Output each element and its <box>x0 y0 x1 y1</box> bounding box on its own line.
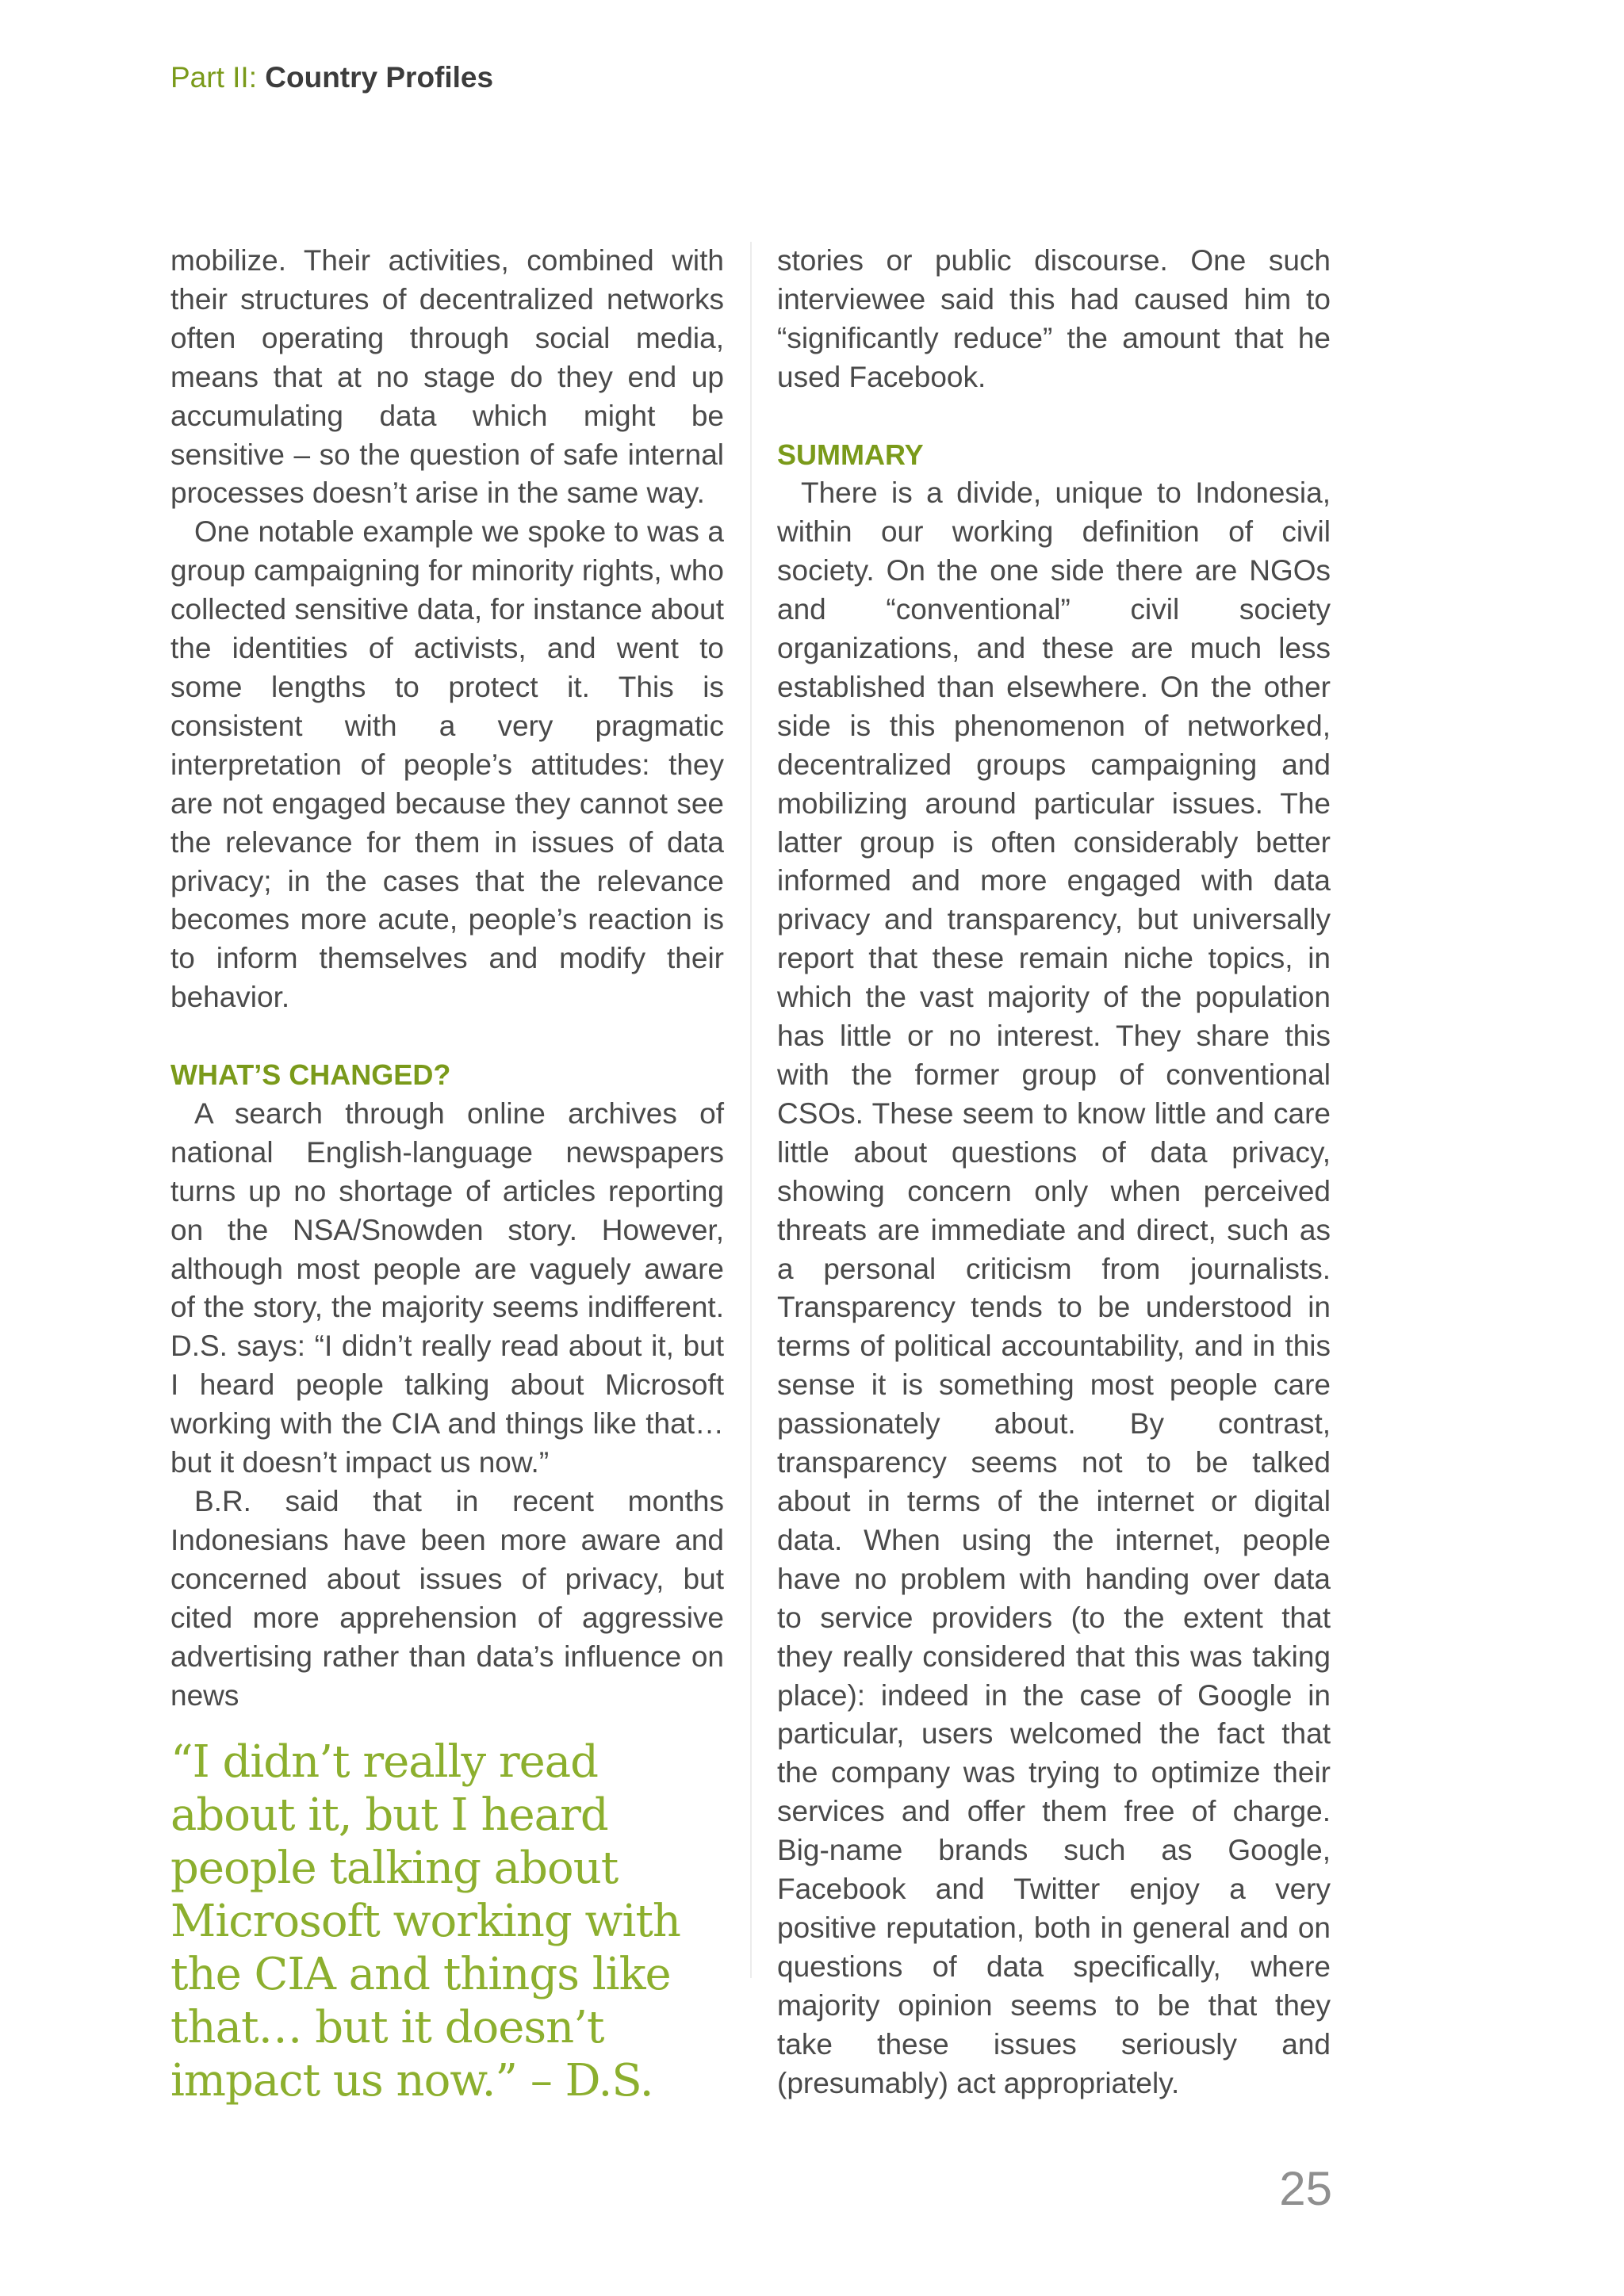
body-paragraph: stories or public discourse. One such interviewee said this had caused him to “significantly reduce” the amount that he used Facebook. <box>777 244 1331 393</box>
section-heading-whats-changed: WHAT’S CHANGED? <box>170 1058 451 1092</box>
body-paragraph: B.R. said that in recent months Indonesians have been more aware and concerned about issues of privacy, but cited more apprehension of aggressive advertising rather than data’s influence on news <box>170 1484 724 1712</box>
body-paragraph: A search through online archives of national English-language newspapers turns up no shortage of articles reporting on the NSA/Snowden story. However, although most people are vaguely aware of the story, the majority seems indifferent. D.S. says: “I didn’t really read about it, but I heard people talking about Microsoft working with the CIA and things like that…but it doesn’t impact us now.” <box>170 1096 724 1479</box>
body-paragraph: There is a divide, unique to Indonesia, within our working definition of civil society. On the one side there are NGOs and “conventional” civil society organizations, and these are much less established than elsewhere. On the other side is this phenomenon of networked, decentralized groups campaigning and mobilizing around particular issues. The latter group is often considerably better informed and more engaged with data privacy and transparency, but universally report that these remain niche topics, in which the vast majority of the population has little or no interest. They share this with the former group of conventional CSOs. These seem to know little and care little about questions of data privacy, showing concern only when perceived threats are immediate and direct, such as a personal criticism from journalists. Transparency tends to be understood in terms of political accountability, and in this sense it is something most people care passionately about. By contrast, transparency seems not to be talked about in terms of the internet or digital data. When using the internet, people have no problem with handing over data to service providers (to the extent that they really considered that this was taking place): indeed in the case of Google in particular, users welcomed the fact that the company was trying to optimize their services and offer them free of charge. Big-name brands such as Google, Facebook and Twitter enjoy a very positive reputation, both in general and on questions of data specifically, where majority opinion seems to be that they take these issues seriously and (presumably) act appropriately. <box>777 476 1331 2099</box>
body-paragraph: mobilize. Their activities, combined with their structures of decentralized networks often operating through social media, means that at no stage do they end up accumulating data which might be sensitive – so the question of safe internal processes doesn’t arise in the same way. <box>170 244 724 510</box>
right-column <box>777 242 1331 2103</box>
section-title: Country Profiles <box>265 61 494 94</box>
pull-quote: “I didn’t really read about it, but I heard people talking about Microsoft working with the CIA and things like that… but it doesn’t impact us now.” – D.S. <box>170 1736 680 2107</box>
part-label: Part II: <box>170 61 266 94</box>
page-number: 25 <box>1279 2162 1332 2215</box>
left-column <box>170 242 724 2107</box>
running-header <box>170 57 493 98</box>
column-divider <box>750 242 752 1978</box>
section-heading-summary: SUMMARY <box>777 438 924 471</box>
body-paragraph: One notable example we spoke to was a group campaigning for minority rights, who collected sensitive data, for instance about the identities of activists, and went to some lengths to protect it. This is consistent with a very pragmatic interpretation of people’s attitudes: they are not engaged because they cannot see the relevance for them in issues of data privacy; in the cases that the relevance becomes more acute, people’s reaction is to inform themselves and modify their behavior. <box>170 515 724 1014</box>
